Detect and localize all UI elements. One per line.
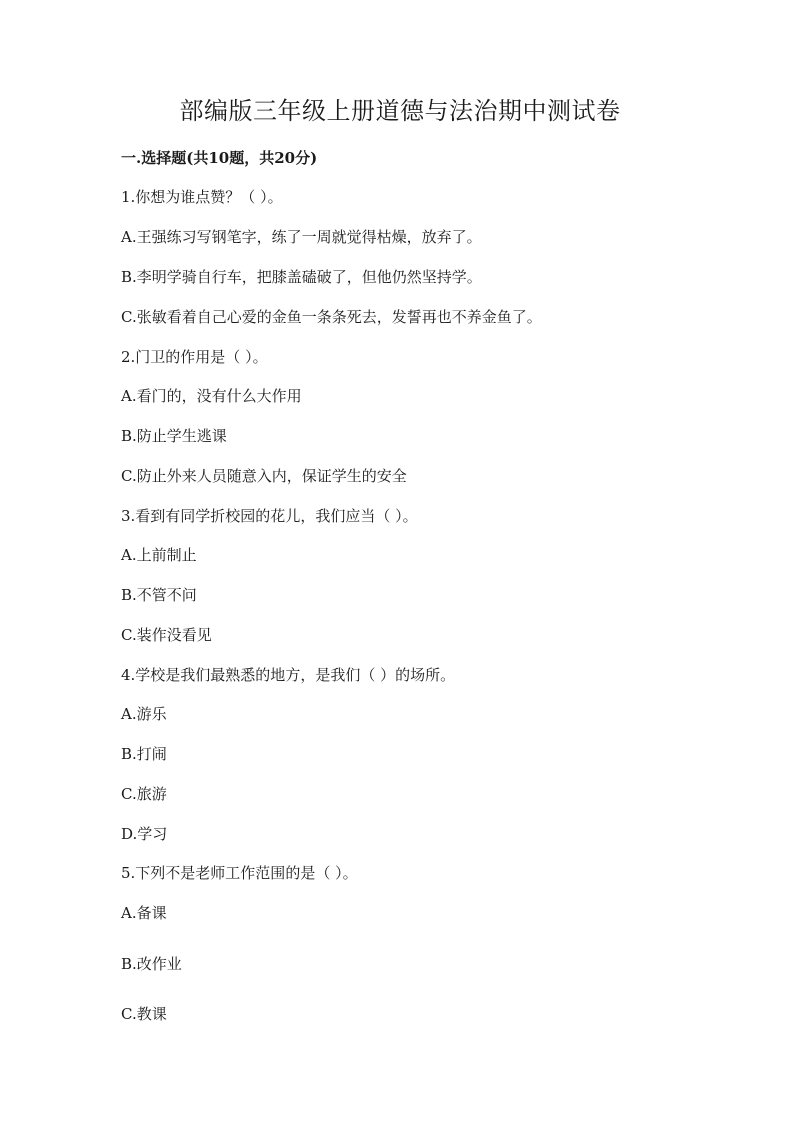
question-5-option-c: C.教课 [121,1005,167,1023]
question-2-option-a: A.看门的，没有什么大作用 [121,387,302,405]
question-3-stem: 3.看到有同学折校园的花儿，我们应当（ ）。 [121,507,418,525]
question-1-stem: 1.你想为谁点赞？（ ）。 [121,188,283,206]
question-1-option-c: C.张敏看着自己心爱的金鱼一条条死去，发誓再也不养金鱼了。 [121,308,542,326]
section-heading: 一.选择题(共10题，共20分) [121,149,318,167]
question-4-option-c: C.旅游 [121,785,167,803]
question-3-option-c: C.装作没看见 [121,626,212,644]
question-2-option-c: C.防止外来人员随意入内，保证学生的安全 [121,467,407,485]
question-4-option-d: D.学习 [121,825,168,843]
question-2-stem: 2.门卫的作用是（ ）。 [121,348,268,366]
question-1-option-a: A.王强练习写钢笔字，练了一周就觉得枯燥，放弃了。 [121,228,482,246]
question-3-option-b: B.不管不问 [121,586,197,604]
question-5-option-b: B.改作业 [121,955,182,973]
question-3-option-a: A.上前制止 [121,546,197,564]
question-4-stem: 4.学校是我们最熟悉的地方，是我们（ ）的场所。 [121,666,456,684]
question-5-stem: 5.下列不是老师工作范围的是（ ）。 [121,864,358,882]
question-4-option-b: B.打闹 [121,745,167,763]
question-4-option-a: A.游乐 [121,705,167,723]
question-1-option-b: B.李明学骑自行车，把膝盖磕破了，但他仍然坚持学。 [121,268,482,286]
question-5-option-a: A.备课 [121,904,167,922]
question-2-option-b: B.防止学生逃课 [121,427,227,445]
page-title: 部编版三年级上册道德与法治期中测试卷 [179,97,621,125]
